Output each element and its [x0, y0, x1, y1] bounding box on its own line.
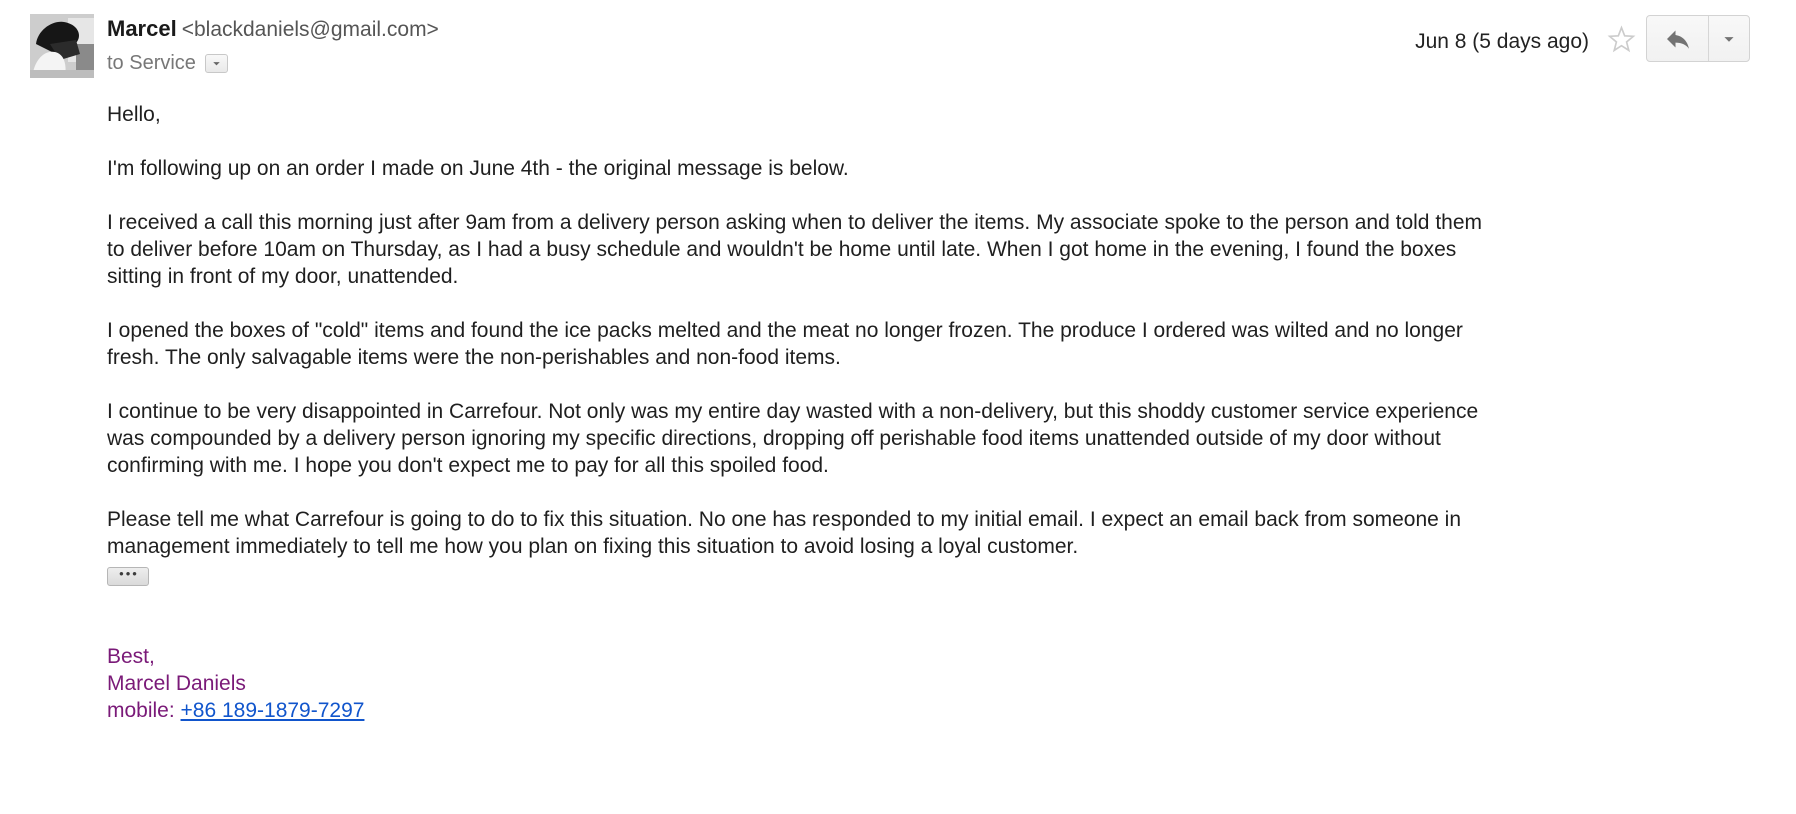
- mobile-label: mobile:: [107, 699, 181, 722]
- recipient-label: to Service: [107, 52, 196, 74]
- chevron-down-icon: [210, 57, 223, 70]
- signature-closing: Best,: [107, 645, 155, 668]
- body-paragraph: I continue to be very disappointed in Carrefour. Not only was my entire day wasted with a non-delivery, but this shoddy customer service experience was compounded by a delivery person ignoring my specific directions, dropping off perishable food items unattended outside of my door without confirming with me. I hope you don't expect me to pay for all this spoiled food.: [107, 400, 1479, 477]
- reply-arrow-icon: [1663, 24, 1693, 54]
- more-reply-options-button[interactable]: [1709, 16, 1749, 61]
- reply-button-group: [1646, 15, 1750, 62]
- show-details-button[interactable]: [205, 54, 228, 73]
- signature-name: Marcel Daniels: [107, 672, 246, 695]
- signature-mobile-row: [107, 697, 1796, 724]
- email-signature: [107, 643, 1796, 724]
- body-paragraph: I received a call this morning just after 9am from a delivery person asking when to deliver the items. My associate spoke to the person and told them to deliver before 10am on Thursday, as I had a busy schedule and wouldn't be home until late. When I got home in the evening, I found the boxes sitting in front of my door, unattended.: [107, 211, 1483, 288]
- body-paragraph: Please tell me what Carrefour is going to do to fix this situation. No one has responded to my initial email. I expect an email back from someone in management immediately to tell me how you plan on fixing this situation to avoid losing a loyal customer.: [107, 508, 1462, 558]
- greeting: Hello,: [107, 103, 161, 126]
- star-icon[interactable]: [1605, 23, 1638, 61]
- sender-name: Marcel: [107, 16, 177, 41]
- sender-email: <blackdaniels@gmail.com>: [181, 18, 439, 41]
- body-paragraph: I'm following up on an order I made on June 4th - the original message is below.: [107, 157, 849, 180]
- email-header: [0, 0, 1796, 78]
- body-paragraph: I opened the boxes of "cold" items and found the ice packs melted and the meat no longer frozen. The produce I ordered was wilted and no longer fresh. The only salvagable items were the non-perishables and non-food items.: [107, 319, 1463, 369]
- chevron-down-icon: [1718, 28, 1740, 50]
- email-body: [107, 101, 1499, 586]
- reply-button[interactable]: [1647, 16, 1709, 61]
- mobile-phone-link[interactable]: +86 189-1879-7297: [180, 699, 365, 722]
- show-trimmed-content-button[interactable]: •••: [107, 567, 149, 586]
- message-date: Jun 8 (5 days ago): [1415, 30, 1589, 53]
- avatar: [30, 14, 94, 78]
